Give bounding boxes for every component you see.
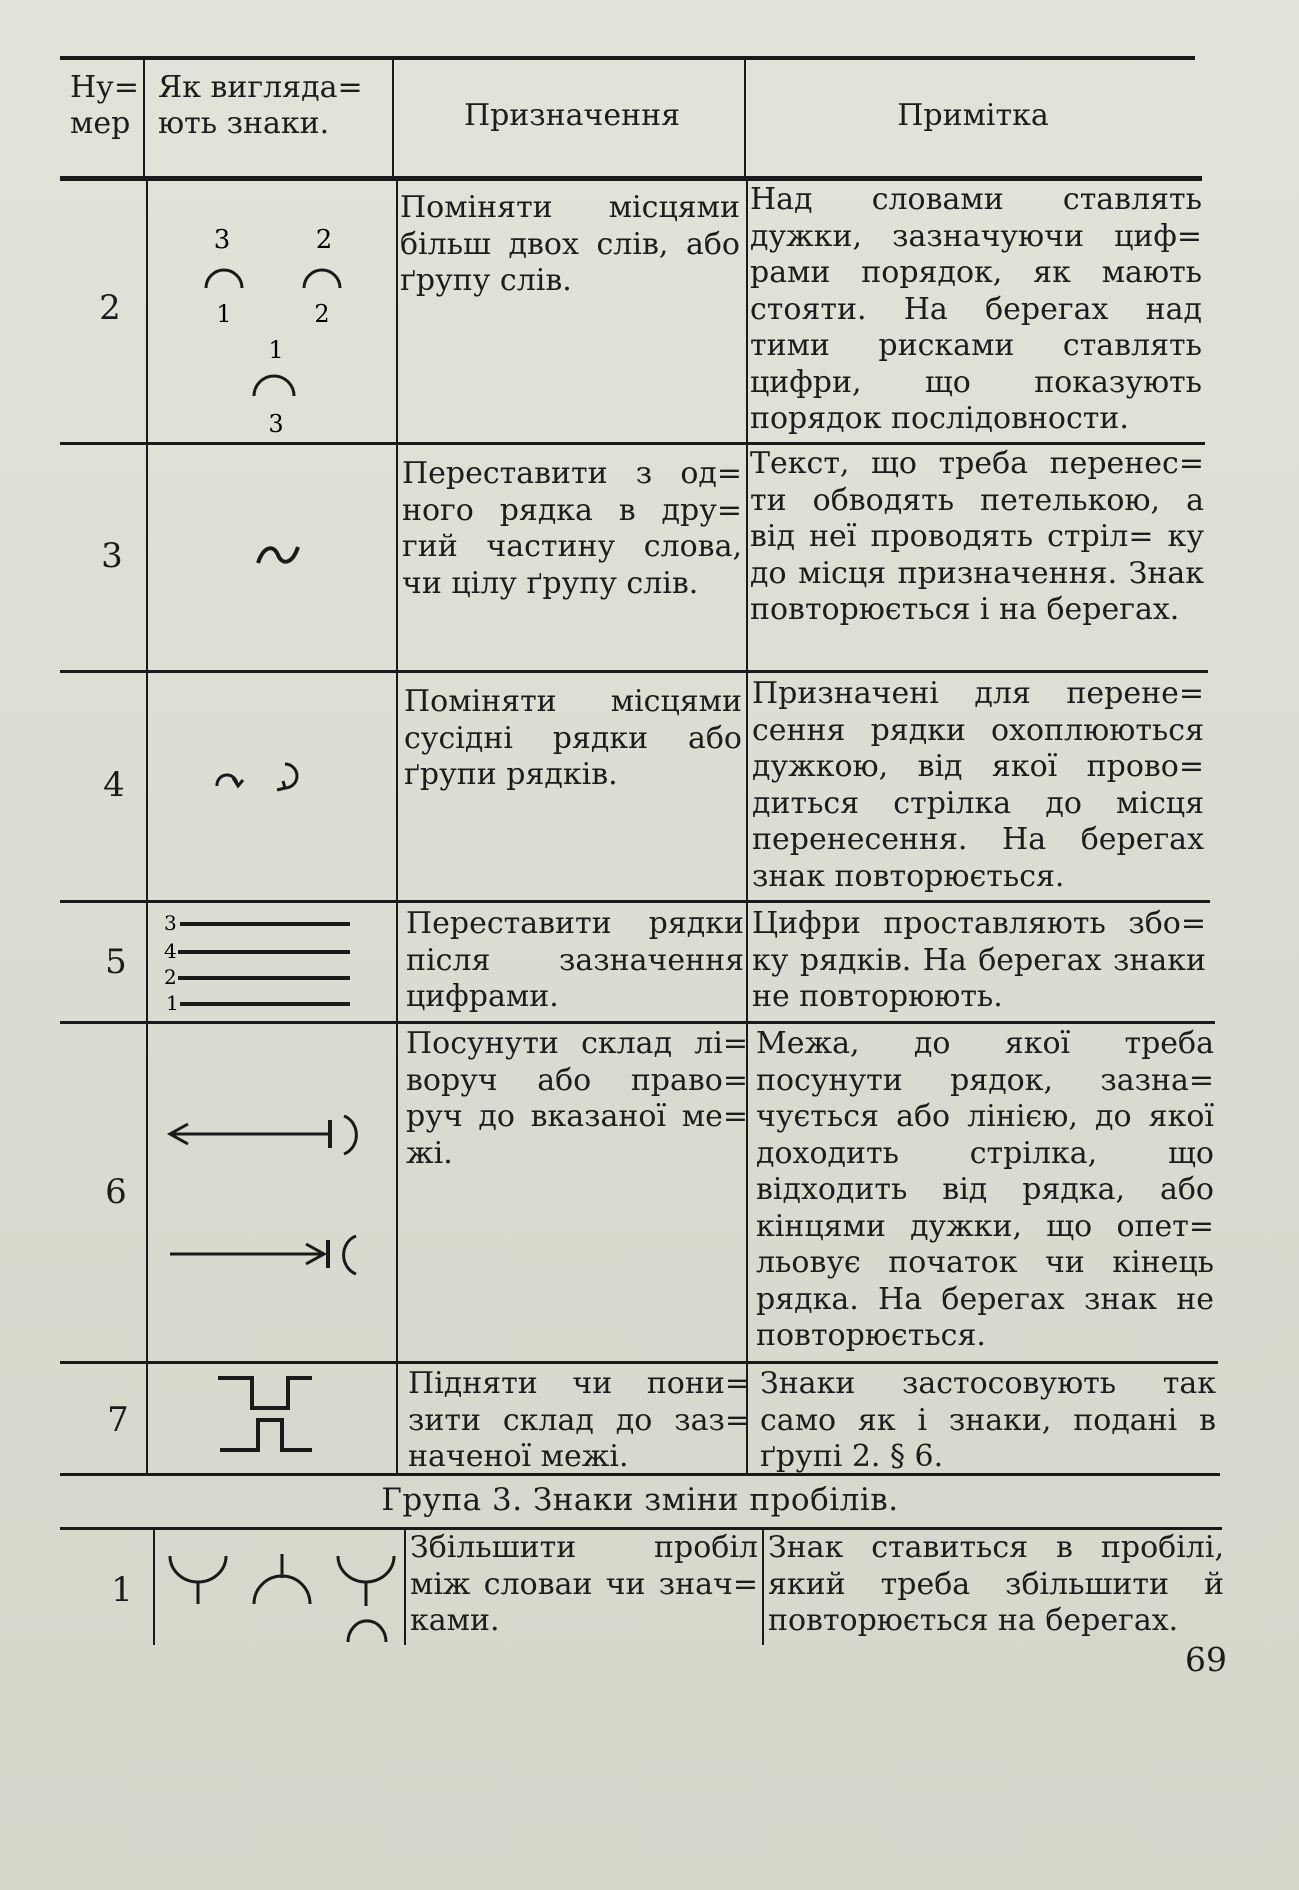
- note-cell: Знак ставиться в пробілі, який треба збільшити й повторюється на берегах.: [768, 1530, 1224, 1638]
- purpose-cell: Переставити з од= ного рядка в дру= гий частину слова, чи цілу ґрупу слів.: [402, 456, 742, 601]
- note-cell: Призначені для перене= сення рядки охоплюються дужкою, від якої прово= диться стрілка до місця перенесення. На берегах знак повторюється.: [752, 676, 1204, 894]
- move-left-right-arrows-icon: [160, 1100, 400, 1300]
- note-cell: Межа, до якої треба посунути рядок, зазна= чується або лінією, до якої доходить стрілка, що відходить від рядка, або кінцями дужки, що опет= льовує початок чи кінець рядка. На берегах знак не повторюється.: [756, 1026, 1214, 1353]
- row-number: 4: [103, 765, 125, 805]
- row-divider: [60, 900, 1210, 903]
- header-bottom-rule: [60, 176, 1202, 181]
- symbol-digit: 3: [213, 225, 231, 255]
- symbol-digit: 4: [164, 939, 177, 963]
- symbol-digit: 2: [314, 300, 330, 328]
- header-note: Примітка: [897, 98, 1049, 133]
- purpose-cell: Поміняти місцями сусідні рядки або ґрупи рядків.: [404, 684, 742, 792]
- header-looks: Як вигляда= ють знаки.: [158, 70, 363, 141]
- note-cell: Над словами ставлять дужки, зазначуючи циф= рами порядок, як мають стояти. На берегах над тими рисками ставлять цифри, що показують порядок послідовности.: [750, 182, 1202, 436]
- swap-lines-arrows-icon: [205, 750, 325, 810]
- row-number: 2: [99, 288, 121, 328]
- numbered-lines-icon: [160, 908, 380, 1018]
- row-number: 1: [111, 1570, 133, 1610]
- symbol-digit: 2: [315, 225, 333, 255]
- row-divider: [60, 1361, 1218, 1364]
- symbol-digit: 3: [164, 911, 177, 935]
- page-number: 69: [1185, 1640, 1227, 1679]
- purpose-cell: Поміняти місцями більш двох слів, або ґрупу слів.: [400, 190, 740, 298]
- column-rule: [762, 1530, 764, 1645]
- transpose-words-arcs-icon: [150, 190, 390, 440]
- row-number: 5: [105, 942, 127, 982]
- purpose-cell: Переставити рядки після зазначення цифрами.: [406, 906, 744, 1014]
- raise-lower-brackets-icon: [212, 1370, 372, 1470]
- header-number: Ну= мер: [70, 70, 139, 141]
- symbol-digit: 3: [268, 410, 284, 438]
- column-rule: [392, 60, 394, 176]
- row-number: 3: [101, 536, 123, 576]
- purpose-cell: Підняти чи пони= зити склад до заз= наченої межі.: [408, 1366, 750, 1474]
- symbol-digit: 1: [166, 991, 179, 1015]
- header-purpose: Призначення: [463, 98, 681, 133]
- column-rule: [746, 181, 748, 1473]
- note-cell: Цифри проставляють збо= ку рядків. На берегах знаки не повторюють.: [752, 906, 1206, 1014]
- row-divider: [60, 442, 1205, 445]
- table-top-rule: [60, 56, 1195, 60]
- row-divider: [60, 1021, 1215, 1024]
- symbol-digit: 1: [216, 300, 232, 328]
- group-heading: Група 3. Знаки зміни пробілів.: [381, 1482, 899, 1518]
- note-cell: Текст, що треба перенес= ти обводять петелькою, а від неї проводять стріл= ку до місця призначення. Знак повторюється і на берегах.: [750, 446, 1204, 627]
- row-number: 6: [105, 1172, 127, 1212]
- purpose-cell: Посунути склад лі= воруч або право= руч до вказаної ме= жі.: [406, 1026, 748, 1171]
- purpose-cell: Збільшити пробіл між словаи чи знач= ками.: [410, 1530, 758, 1638]
- column-rule: [744, 60, 746, 176]
- row-divider: [60, 670, 1208, 673]
- symbol-digit: 2: [164, 965, 177, 989]
- column-rule: [143, 60, 145, 176]
- increase-space-marks-icon: [160, 1540, 410, 1650]
- row-number: 7: [107, 1400, 129, 1440]
- tilde-loop-icon: [238, 535, 318, 575]
- symbol-digit: 1: [268, 336, 284, 364]
- note-cell: Знаки застосовують так само як і знаки, подані в ґрупі 2. § 6.: [760, 1366, 1216, 1474]
- column-rule: [146, 181, 148, 1473]
